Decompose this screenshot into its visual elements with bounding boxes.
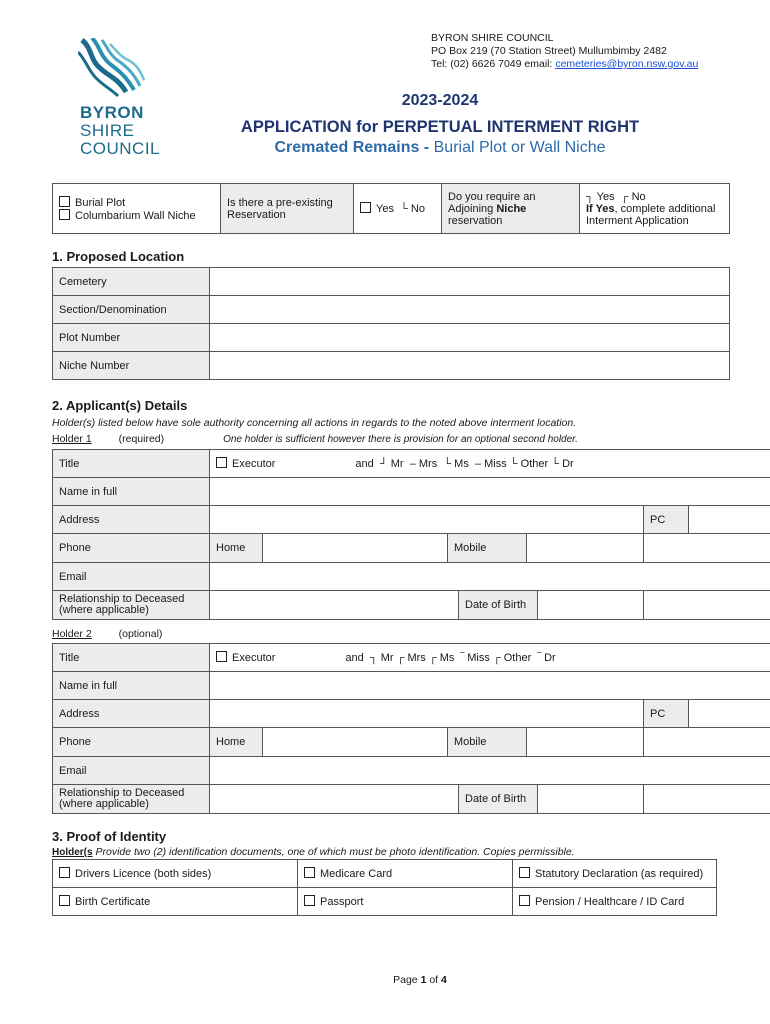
home-label: Home xyxy=(210,728,263,757)
holder-1-note: (required) xyxy=(118,433,165,445)
home-field[interactable] xyxy=(263,534,448,562)
doc-pension-card[interactable]: Pension / Healthcare / ID Card xyxy=(513,888,717,916)
mobile-label: Mobile xyxy=(448,728,527,756)
council-contact: Tel: (02) 6626 7049 email: cemeteries@byron.nsw.gov.au xyxy=(431,58,699,70)
checkbox-icon[interactable] xyxy=(519,895,530,906)
holder-hint: One holder is sufficient however there is provision for an optional second holder. xyxy=(223,434,578,445)
doc-passport[interactable]: Passport xyxy=(298,888,513,916)
title-label: Title xyxy=(53,644,210,672)
holder-2-label-row xyxy=(52,628,162,640)
doc-statutory-declaration[interactable]: Statutory Declaration (as required) xyxy=(513,860,717,888)
email-field[interactable] xyxy=(210,757,770,785)
cemetery-field[interactable] xyxy=(210,268,730,296)
preexisting-label: Is there a pre-existing Reservation xyxy=(221,184,354,234)
checkbox-icon[interactable] xyxy=(519,867,530,878)
form-subtitle: Cremated Remains - Burial Plot or Wall Niche xyxy=(274,139,606,156)
relationship-cell xyxy=(210,785,644,814)
home-field[interactable] xyxy=(263,728,448,756)
relationship-field[interactable] xyxy=(210,785,459,813)
title-label: Title xyxy=(53,450,210,478)
page-number: Page 1 of 4 xyxy=(393,974,447,986)
name-label: Name in full xyxy=(53,672,210,700)
address-label: Address xyxy=(53,506,210,534)
adjoining-answer[interactable]: ┐ Yes ┌ No If Yes, complete additional Interment Application xyxy=(580,184,730,234)
section-label: Section/Denomination xyxy=(53,296,210,324)
checkbox-icon[interactable] xyxy=(59,895,70,906)
relationship-cell xyxy=(210,591,644,620)
checkbox-icon[interactable] xyxy=(59,196,70,207)
mobile-label: Mobile xyxy=(448,534,527,562)
dob-label: Date of Birth xyxy=(459,591,538,619)
interment-type-table xyxy=(52,183,730,234)
title-options[interactable]: Executor and ┐ Mr ┌ Mrs ┌ Ms ‾ Miss ┌ Other ‾ Dr xyxy=(210,644,770,672)
dob-field-a[interactable] xyxy=(538,591,644,619)
preexisting-answer[interactable]: Yes └ No xyxy=(354,184,442,234)
title-options[interactable]: Executor and ┘ Mr – Mrs └ Ms – Miss └ Other └ Dr xyxy=(210,450,770,478)
phone-fields xyxy=(263,728,644,757)
holder-1-label-row xyxy=(52,433,578,445)
council-contact-block xyxy=(431,32,698,71)
phone-fields xyxy=(263,534,644,563)
council-name: BYRON SHIRE COUNCIL xyxy=(431,32,554,44)
niche-number-field[interactable] xyxy=(210,352,730,380)
doc-drivers-licence[interactable]: Drivers Licence (both sides) xyxy=(53,860,298,888)
checkbox-icon[interactable] xyxy=(360,202,371,213)
home-label: Home xyxy=(210,534,263,563)
checkbox-icon[interactable] xyxy=(59,209,70,220)
relationship-label: Relationship to Deceased (where applicable) xyxy=(53,591,210,620)
plot-number-field[interactable] xyxy=(210,324,730,352)
section-1-heading: 1. Proposed Location xyxy=(52,249,185,264)
pc-field[interactable] xyxy=(689,506,770,534)
address-label: Address xyxy=(53,700,210,728)
checkbox-icon[interactable] xyxy=(216,457,227,468)
phone-label: Phone xyxy=(53,534,210,563)
checkbox-icon[interactable] xyxy=(216,651,227,662)
name-field[interactable] xyxy=(210,672,770,700)
mobile-field[interactable] xyxy=(644,728,770,757)
checkbox-icon[interactable] xyxy=(59,867,70,878)
relationship-field[interactable] xyxy=(210,591,459,619)
email-link[interactable]: cemeteries@byron.nsw.gov.au xyxy=(555,58,699,70)
address-field[interactable] xyxy=(210,700,644,728)
proof-instruction: Holder(s Provide two (2) identification documents, one of which must be photo identification. Copies permissible. xyxy=(52,846,575,858)
email-label: Email xyxy=(53,757,210,785)
doc-medicare-card[interactable]: Medicare Card xyxy=(298,860,513,888)
dob-field[interactable] xyxy=(644,591,770,620)
phone-label: Phone xyxy=(53,728,210,757)
burial-plot-option[interactable]: Burial Plot xyxy=(59,196,214,209)
logo-word-3: COUNCIL xyxy=(80,139,161,158)
form-title: APPLICATION for PERPETUAL INTERMENT RIGHT xyxy=(240,118,640,136)
holder-1-table xyxy=(52,449,770,620)
dob-field-a[interactable] xyxy=(538,785,644,813)
section-3-heading: 3. Proof of Identity xyxy=(52,829,167,844)
doc-birth-certificate[interactable]: Birth Certificate xyxy=(53,888,298,916)
holders-intro: Holder(s) listed below have sole authority concerning all actions in regards to the noted above interment location. xyxy=(52,417,577,429)
pc-label: PC xyxy=(644,700,689,728)
niche-number-label: Niche Number xyxy=(53,352,210,380)
logo-wave-icon xyxy=(78,38,158,98)
checkbox-icon[interactable] xyxy=(304,867,315,878)
wall-niche-option[interactable]: Columbarium Wall Niche xyxy=(59,209,214,222)
mobile-field-a[interactable] xyxy=(527,534,644,562)
plot-number-label: Plot Number xyxy=(53,324,210,352)
pc-label: PC xyxy=(644,506,689,534)
holder-2-note: (optional) xyxy=(118,628,163,640)
relationship-label: Relationship to Deceased (where applicable) xyxy=(53,785,210,814)
section-2-heading: 2. Applicant(s) Details xyxy=(52,398,188,413)
name-label: Name in full xyxy=(53,478,210,506)
cemetery-label: Cemetery xyxy=(53,268,210,296)
holder-2-label: Holder 2 xyxy=(52,628,92,640)
email-field[interactable] xyxy=(210,563,770,591)
mobile-field[interactable] xyxy=(644,534,770,563)
pc-field[interactable] xyxy=(689,700,770,728)
address-field[interactable] xyxy=(210,506,644,534)
logo-word-2: SHIRE xyxy=(80,121,135,140)
form-year: 2023-2024 xyxy=(401,92,479,109)
council-address: PO Box 219 (70 Station Street) Mullumbimby 2482 xyxy=(431,45,667,57)
mobile-field-a[interactable] xyxy=(527,728,644,756)
holder-1-label: Holder 1 xyxy=(52,433,92,445)
location-table xyxy=(52,267,730,380)
dob-field[interactable] xyxy=(644,785,770,814)
section-field[interactable] xyxy=(210,296,730,324)
holder-2-table xyxy=(52,643,770,814)
logo-word-1: BYRON xyxy=(80,103,144,122)
email-label: Email xyxy=(53,563,210,591)
checkbox-icon[interactable] xyxy=(304,895,315,906)
adjoining-label: Do you require an Adjoining Niche reservation xyxy=(442,184,580,234)
identity-table xyxy=(52,859,717,916)
dob-label: Date of Birth xyxy=(459,785,538,813)
name-field[interactable] xyxy=(210,478,770,506)
interment-type-cell xyxy=(53,184,221,234)
